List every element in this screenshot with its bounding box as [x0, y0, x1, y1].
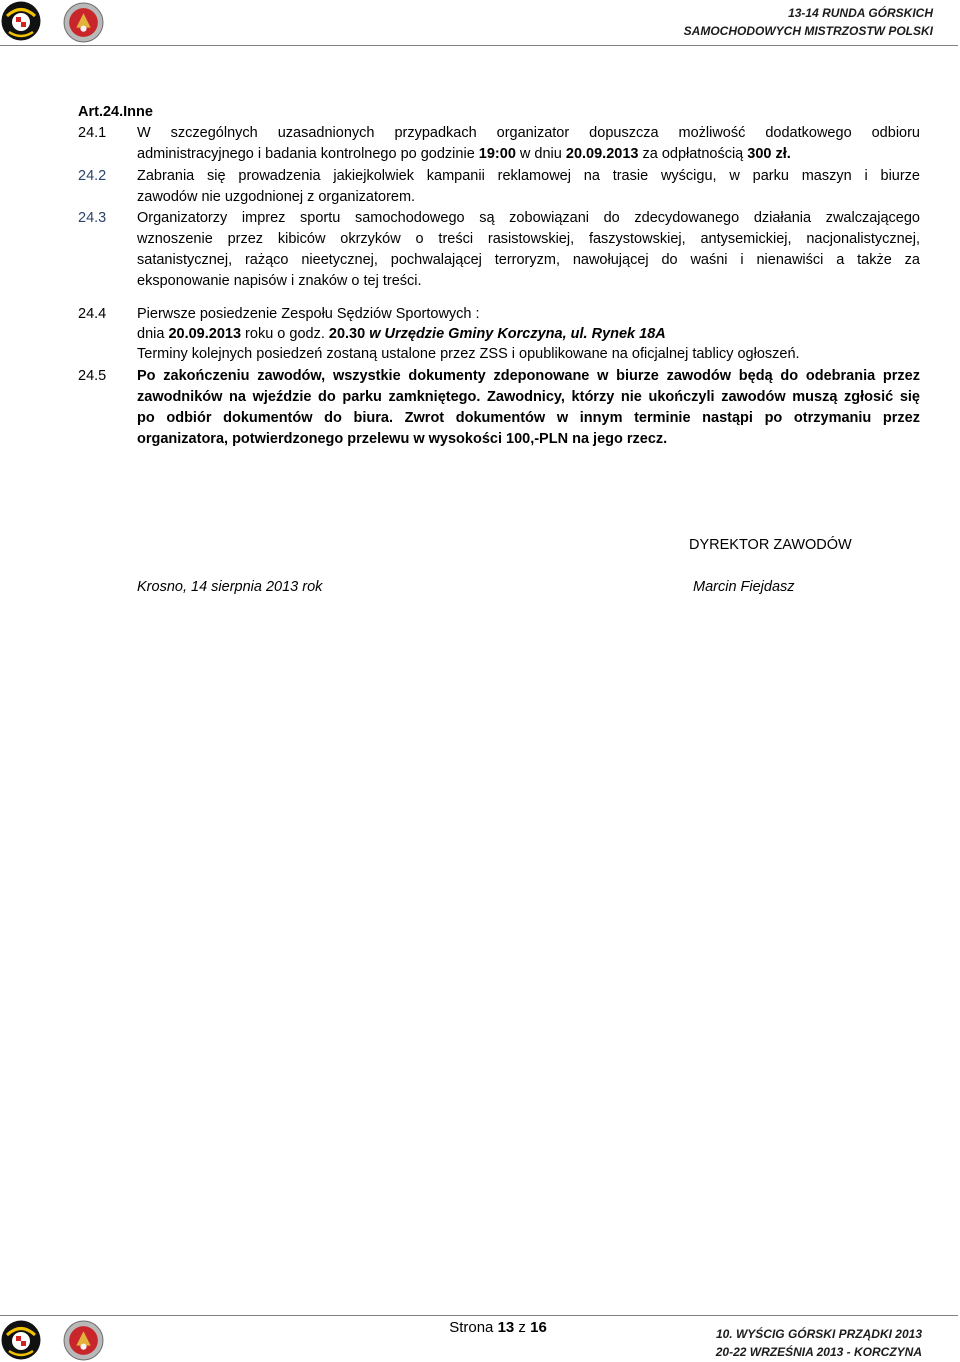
page-separator: z — [514, 1319, 531, 1336]
club-emblem-graphic — [63, 1320, 104, 1361]
footer-event-line-2: 20-22 WRZEŚNIA 2013 - KORCZYNA — [715, 1345, 922, 1359]
club-emblem-icon — [63, 2, 104, 43]
signature-place-date: Krosno, 14 sierpnia 2013 rok — [137, 579, 323, 595]
page-number — [398, 1318, 598, 1338]
page-label: Strona — [449, 1319, 498, 1336]
section-line: eksponowanie napisów i znaków o tej treści. — [137, 273, 422, 289]
section-number: 24.4 — [78, 306, 107, 322]
section-number: 24.1 — [78, 125, 107, 141]
signature-name: Marcin Fiejdasz — [693, 579, 795, 595]
page-current: 13 — [497, 1319, 515, 1336]
section-text — [137, 304, 920, 364]
section-text — [137, 123, 920, 165]
section-line: organizatora, potwierdzonego przelewu w wysokości 100,-PLN na jego rzecz. — [137, 431, 668, 447]
header-title-line-1: 13-14 RUNDA GÓRSKICH — [788, 6, 933, 20]
section-line: Po zakończeniu zawodów, wszystkie dokumenty zdeponowane w biurze zawodów będą do odebrania przez — [137, 368, 920, 384]
section-line: W szczególnych uzasadnionych przypadkach organizator dopuszcza możliwość dodatkowego odbioru — [137, 125, 920, 141]
pzm-logo-graphic — [1, 1, 41, 41]
section-line: wznoszenie przez kibiców okrzyków o treści rasistowskiej, faszystowskiej, antysemickiej, nacjonalistycznej, — [137, 231, 920, 247]
section-line: Zabrania się prowadzenia jakiejkolwiek kampanii reklamowej na trasie wyścigu, w parku maszyn i biurze — [137, 168, 920, 184]
section-line: zawodników na wjeździe do parku zamkniętego. Zawodnicy, którzy nie ukończyli zawodów muszą zgłosić się — [137, 389, 920, 405]
pzm-logo-icon — [1, 1, 41, 41]
section-text — [137, 208, 920, 292]
section-line: Terminy kolejnych posiedzeń zostaną ustalone przez ZSS i opublikowane na oficjalnej tablicy ogłoszeń. — [137, 346, 800, 362]
footer-event-line-1: 10. WYŚCIG GÓRSKI PRZĄDKI 2013 — [715, 1327, 922, 1341]
section-text — [137, 366, 920, 450]
body-text: roku o godz. — [241, 326, 329, 342]
page-total: 16 — [530, 1319, 547, 1336]
footer-rule — [0, 1315, 958, 1316]
header-rule — [0, 45, 958, 46]
section-line: Organizatorzy imprez sportu samochodowego są zobowiązani do zdecydowanego działania zwalczającego — [137, 210, 920, 226]
article-heading: Art.24.Inne — [78, 104, 153, 120]
date-value: 20.09.2013 — [168, 326, 242, 342]
place-value: w Urzędzie Gminy Korczyna, ul. Rynek 18A — [365, 326, 666, 342]
section-line: zawodów nie uzgodnionej z organizatorem. — [137, 189, 416, 205]
section-line: po odbiór dokumentów do biura. Zwrot dokumentów w innym terminie nastąpi po otrzymaniu przez — [137, 410, 920, 426]
body-text: dnia — [137, 326, 169, 342]
pzm-logo-icon — [1, 1320, 41, 1360]
fee-value: 300 zł. — [747, 146, 791, 162]
header-title-line-2: SAMOCHODOWYCH MISTRZOSTW POLSKI — [683, 24, 933, 38]
section-line: Pierwsze posiedzenie Zespołu Sędziów Sportowych : — [137, 306, 480, 322]
header-title — [684, 4, 933, 40]
time-value: 19:00 — [478, 146, 516, 162]
footer-event-info — [716, 1325, 922, 1361]
time-value: 20.30 — [328, 326, 366, 342]
section-line — [137, 144, 920, 165]
pzm-logo-graphic — [1, 1320, 41, 1360]
section-number: 24.2 — [78, 168, 107, 184]
section-line — [137, 324, 920, 344]
section-text — [137, 166, 920, 208]
club-emblem-icon — [63, 1320, 104, 1361]
body-text: w dniu — [515, 146, 566, 162]
section-line: satanistycznej, rażąco nieetycznej, pochwalającej terroryzm, nawołującej do waśni i nienawiści a także za — [137, 252, 920, 268]
section-number: 24.3 — [78, 210, 107, 226]
section-number: 24.5 — [78, 368, 107, 384]
signature-role: DYREKTOR ZAWODÓW — [689, 537, 852, 553]
body-text: za odpłatnością — [638, 146, 748, 162]
date-value: 20.09.2013 — [565, 146, 639, 162]
club-emblem-graphic — [63, 2, 104, 43]
body-text: administracyjnego i badania kontrolnego po godzinie — [137, 146, 479, 162]
